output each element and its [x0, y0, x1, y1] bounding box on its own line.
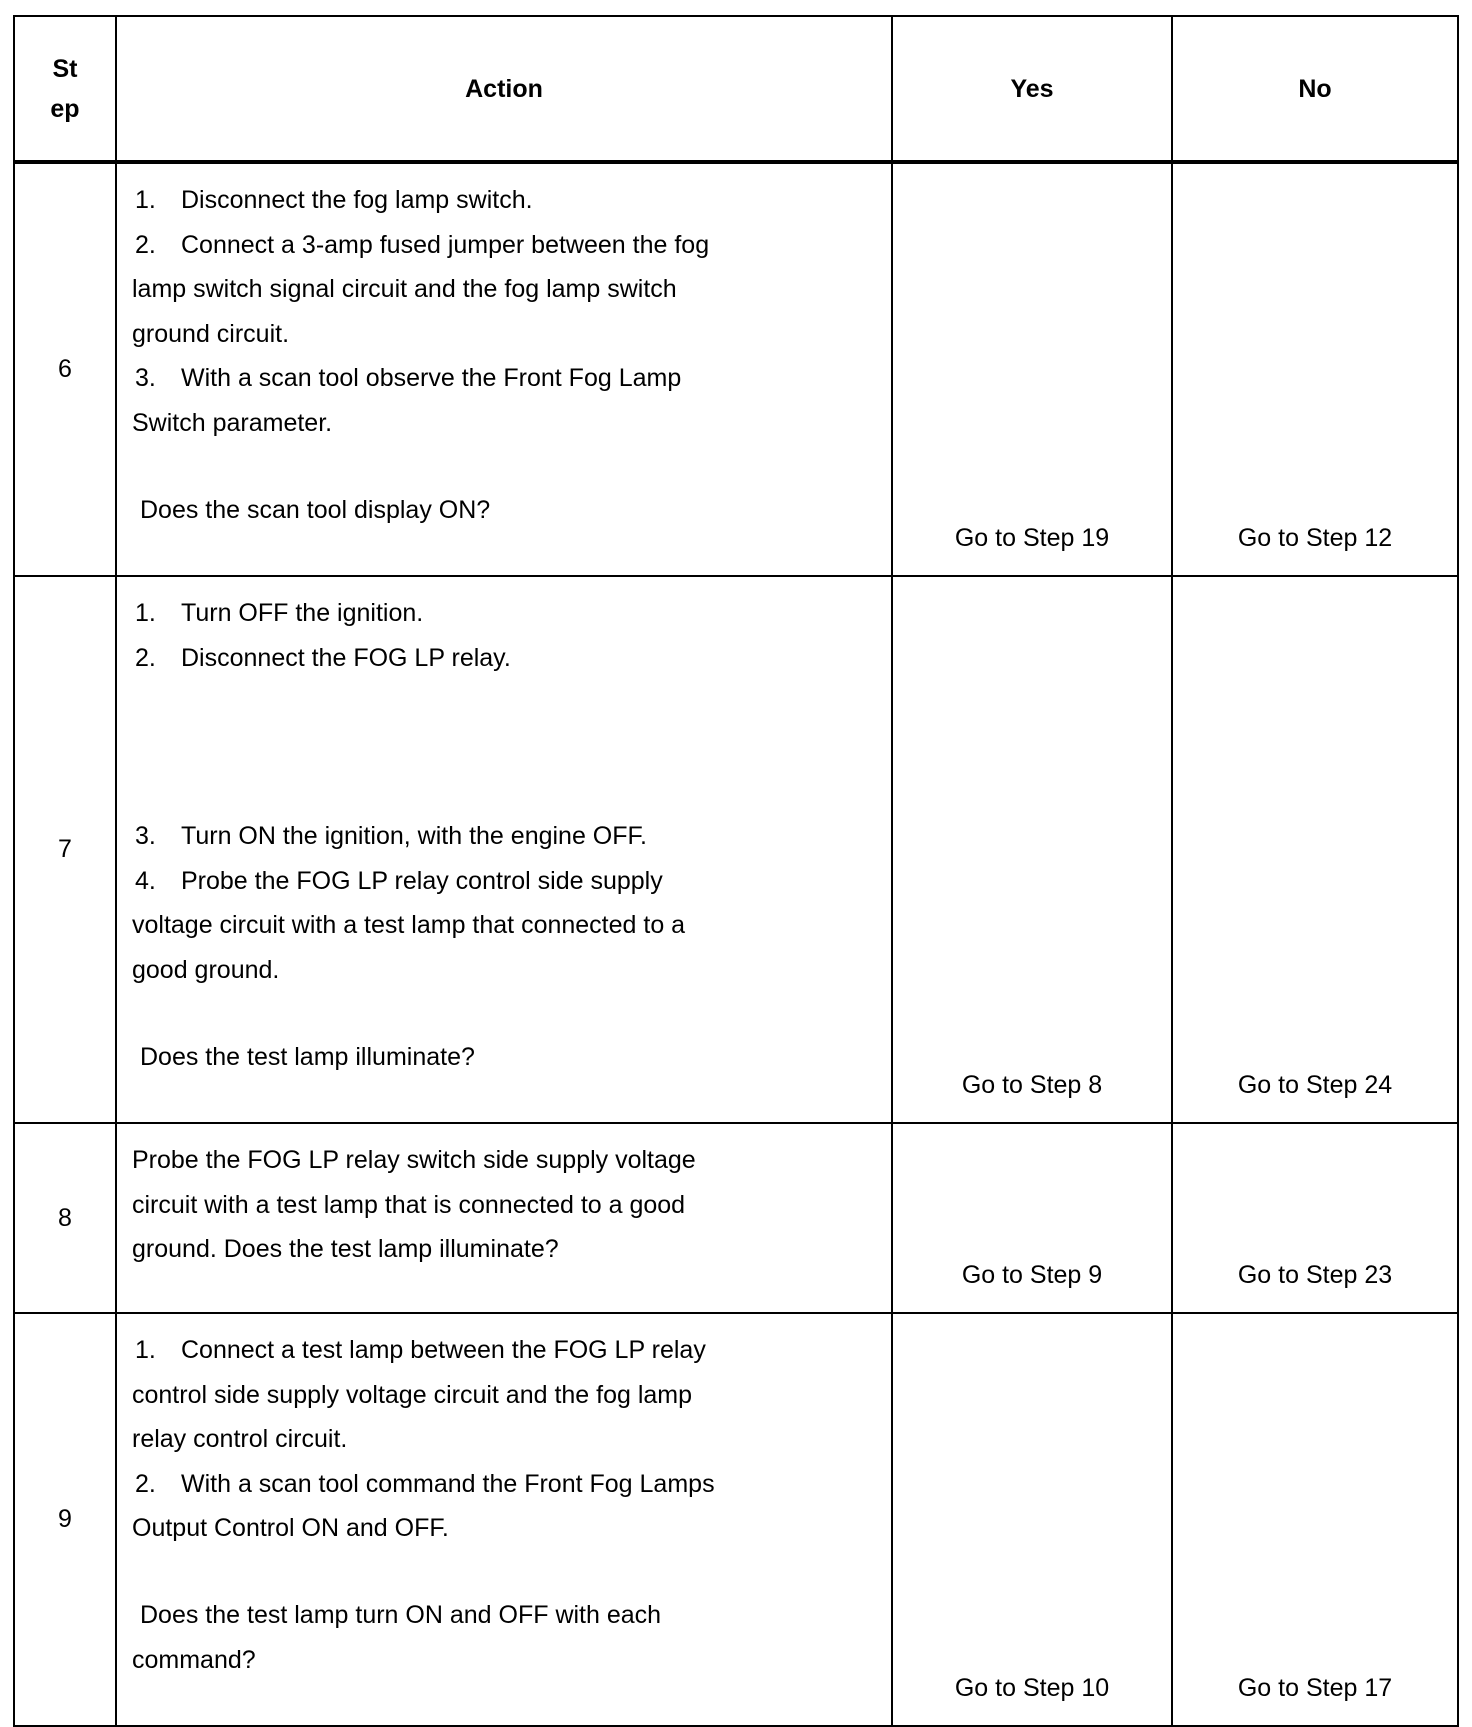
step-item-number: 1.	[135, 599, 156, 627]
action-text: Connect a 3-amp fused jumper between the fog	[181, 230, 710, 259]
no-header: No	[1172, 16, 1458, 162]
action-question: command?	[132, 1645, 256, 1674]
spacer	[132, 1551, 879, 1593]
action-text: Connect a test lamp between the FOG LP relay	[181, 1336, 706, 1364]
step-header	[14, 16, 116, 162]
action-line	[132, 636, 879, 681]
header-row	[14, 16, 1458, 162]
action-line: voltage circuit with a test lamp that connected to a	[132, 911, 686, 940]
action-line	[132, 178, 879, 223]
step-number: 7	[14, 576, 116, 1123]
step-number: 8	[14, 1123, 116, 1313]
action-line	[132, 223, 879, 268]
action-line	[132, 859, 879, 904]
action-line: control side supply voltage circuit and the fog lamp	[132, 1380, 693, 1409]
action-text: Disconnect the fog lamp switch.	[181, 186, 533, 214]
step-header-line2: ep	[50, 94, 80, 123]
action-line	[132, 814, 879, 859]
action-text: With a scan tool command the Front Fog Lamps	[181, 1469, 715, 1498]
action-header: Action	[116, 16, 892, 162]
action-text: Probe the FOG LP relay control side supply	[181, 866, 663, 895]
action-line: ground circuit.	[132, 319, 290, 348]
action-text: Turn ON the ignition, with the engine OFF.	[181, 822, 647, 851]
step-item-number: 3.	[135, 822, 156, 851]
spacer	[132, 446, 879, 488]
step-number: 6	[14, 162, 116, 576]
action-line: circuit with a test lamp that is connected to a good	[132, 1190, 686, 1219]
table-row-step-6	[14, 162, 1458, 576]
yes-result: Go to Step 8	[892, 576, 1172, 1123]
table-row-step-7	[14, 576, 1458, 1123]
action-line	[132, 1328, 879, 1373]
step-item-number: 2.	[135, 230, 156, 259]
action-cell	[116, 162, 892, 576]
action-line	[132, 356, 879, 401]
yes-result: Go to Step 9	[892, 1123, 1172, 1313]
action-line: good ground.	[132, 955, 280, 984]
no-result: Go to Step 17	[1172, 1313, 1458, 1726]
action-text: Disconnect the FOG LP relay.	[181, 643, 511, 672]
table-row-step-9	[14, 1313, 1458, 1726]
no-result: Go to Step 12	[1172, 162, 1458, 576]
yes-result: Go to Step 19	[892, 162, 1172, 576]
action-question: Does the test lamp turn ON and OFF with each	[140, 1600, 662, 1629]
action-question: Does the scan tool display ON?	[140, 495, 491, 524]
step-number: 9	[14, 1313, 116, 1726]
step-item-number: 4.	[135, 866, 156, 895]
action-line: ground. Does the test lamp illuminate?	[132, 1235, 559, 1264]
step-item-number: 2.	[135, 643, 156, 672]
step-item-number: 1.	[135, 1336, 156, 1364]
action-cell	[116, 1123, 892, 1313]
step-header-line1: St	[52, 54, 78, 83]
yes-result: Go to Step 10	[892, 1313, 1172, 1726]
action-line: Probe the FOG LP relay switch side supply voltage	[132, 1146, 696, 1174]
step-item-number: 2.	[135, 1469, 156, 1498]
spacer	[132, 680, 879, 814]
action-line	[132, 1462, 879, 1507]
action-text: Turn OFF the ignition.	[181, 599, 424, 627]
action-line: Switch parameter.	[132, 408, 333, 437]
action-line	[132, 591, 879, 636]
action-question: Does the test lamp illuminate?	[140, 1042, 475, 1071]
diagnostic-table	[13, 15, 1459, 1727]
action-line: lamp switch signal circuit and the fog lamp switch	[132, 275, 677, 304]
step-item-number: 3.	[135, 364, 156, 393]
action-cell	[116, 1313, 892, 1726]
yes-header: Yes	[892, 16, 1172, 162]
table-row-step-8	[14, 1123, 1458, 1313]
action-cell	[116, 576, 892, 1123]
diagnostic-table-page	[13, 15, 1457, 1727]
step-item-number: 1.	[135, 186, 156, 214]
action-line: Output Control ON and OFF.	[132, 1514, 449, 1543]
action-line: relay control circuit.	[132, 1425, 348, 1454]
no-result: Go to Step 24	[1172, 576, 1458, 1123]
no-result: Go to Step 23	[1172, 1123, 1458, 1313]
action-text: With a scan tool observe the Front Fog Lamp	[181, 364, 682, 393]
spacer	[132, 993, 879, 1035]
